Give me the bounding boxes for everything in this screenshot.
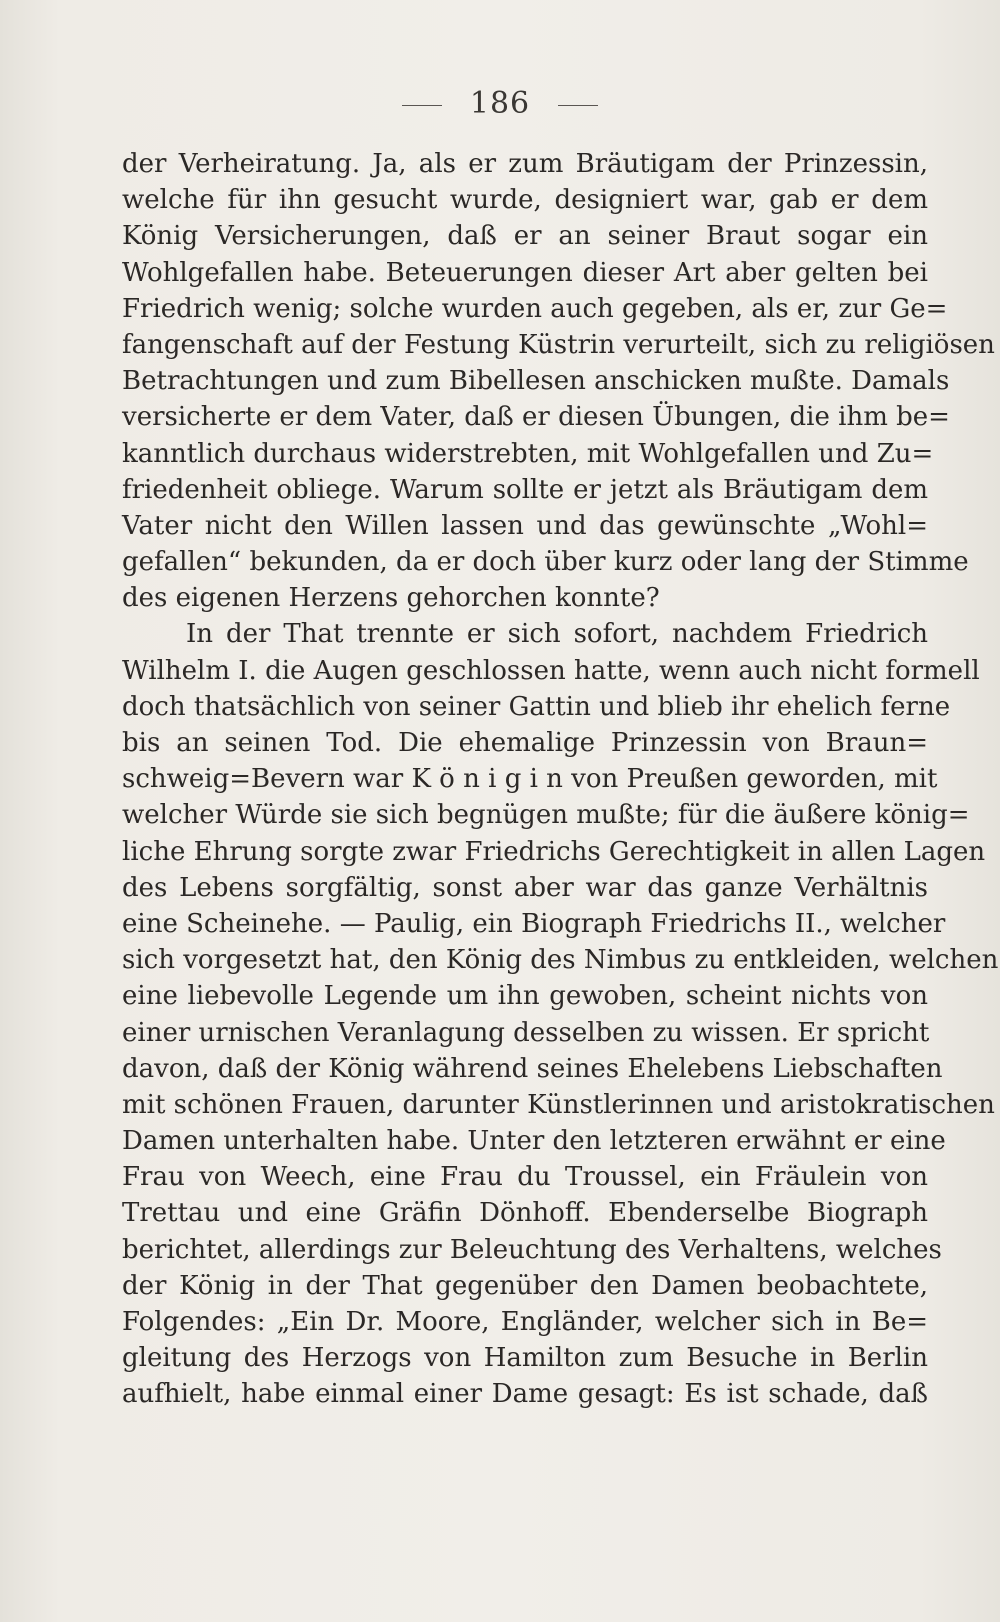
text-line: doch thatsächlich von seiner Gattin und blieb ihr ehelich ferne (122, 691, 951, 722)
text-line: fangenschaft auf der Festung Küstrin verurteilt, sich zu religiösen (122, 329, 995, 360)
text-line: welche für ihn gesucht wurde, designiert war, gab er dem (122, 185, 928, 216)
text-line: aufhielt, habe einmal einer Dame gesagt: Es ist schade, daß (122, 1379, 928, 1410)
text-line: Trettau und eine Gräfin Dönhoff. Ebenderselbe Biograph (122, 1198, 928, 1229)
paragraph-start-line: In der That trennte er sich sofort, nachdem Friedrich (186, 619, 928, 650)
text-line: der König in der That gegenüber den Damen beobachtete, (122, 1270, 928, 1301)
text-line: Damen unterhalten habe. Unter den letzteren erwähnt er eine (122, 1126, 946, 1157)
text-line: berichtet, allerdings zur Beleuchtung des Verhaltens, welches (122, 1234, 942, 1265)
text-line: versicherte er dem Vater, daß er diesen Übungen, die ihm be= (122, 402, 950, 433)
text-line: einer urnischen Veranlagung desselben zu wissen. Er spricht (122, 1017, 930, 1048)
text-line: welcher Würde sie sich begnügen mußte; für die äußere könig= (122, 800, 970, 831)
header-dash-left (402, 105, 442, 106)
text-line: gleitung des Herzogs von Hamilton zum Besuche in Berlin (122, 1343, 928, 1374)
paragraph-end-line: des eigenen Herzens gehorchen konnte? (122, 583, 660, 614)
text-line: sich vorgesetzt hat, den König des Nimbus zu entkleiden, welchen (122, 945, 999, 976)
text-line: eine Scheinehe. — Paulig, ein Biograph Friedrichs II., welcher (122, 908, 946, 939)
text-line: König Versicherungen, daß er an seiner Braut sogar ein (122, 221, 928, 252)
text-line: kanntlich durchaus widerstrebten, mit Wohlgefallen und Zu= (122, 438, 934, 469)
text-line: Folgendes: „Ein Dr. Moore, Engländer, welcher sich in Be= (122, 1307, 928, 1337)
text-line: der Verheiratung. Ja, als er zum Bräutigam der Prinzessin, (122, 149, 928, 179)
text-line: schweig=Bevern war K ö n i g i n von Preußen geworden, mit (122, 764, 938, 795)
text-line: Betrachtungen und zum Bibellesen anschicken mußte. Damals (122, 366, 950, 397)
text-line: friedenheit obliege. Warum sollte er jetzt als Bräutigam dem (122, 474, 928, 505)
text-line: Friedrich wenig; solche wurden auch gegeben, als er, zur Ge= (122, 293, 948, 324)
page-number: 186 (469, 86, 531, 121)
text-line: Wohlgefallen habe. Beteuerungen dieser Art aber gelten bei (122, 257, 928, 288)
page-header (0, 86, 1000, 121)
text-line: gefallen“ bekunden, da er doch über kurz oder lang der Stimme (122, 547, 969, 578)
text-line: bis an seinen Tod. Die ehemalige Prinzessin von Braun= (122, 728, 928, 758)
text-line: Wilhelm I. die Augen geschlossen hatte, wenn auch nicht formell (122, 655, 980, 686)
text-line: Vater nicht den Willen lassen und das gewünschte „Wohl= (122, 510, 928, 541)
header-dash-right (558, 105, 598, 106)
text-line: liche Ehrung sorgte zwar Friedrichs Gerechtigkeit in allen Lagen (122, 836, 986, 867)
text-line: mit schönen Frauen, darunter Künstlerinnen und aristokratischen (122, 1089, 995, 1120)
text-line: Frau von Weech, eine Frau du Troussel, ein Fräulein von (122, 1162, 928, 1193)
body-text (122, 146, 999, 1413)
text-line: davon, daß der König während seines Ehelebens Liebschaften (122, 1053, 943, 1084)
text-line: eine liebevolle Legende um ihn gewoben, scheint nichts von (122, 981, 928, 1012)
text-line: des Lebens sorgfältig, sonst aber war das ganze Verhältnis (122, 872, 928, 903)
